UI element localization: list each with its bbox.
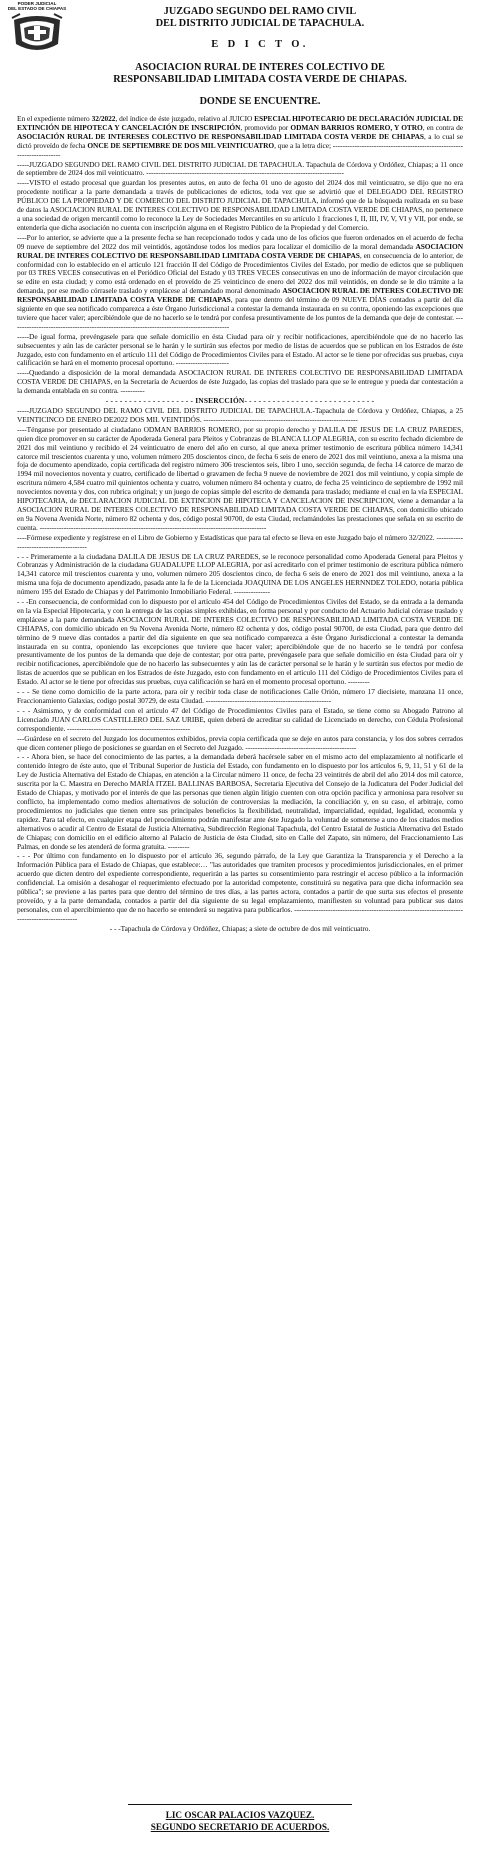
subject-heading	[70, 62, 450, 86]
court-header	[70, 6, 450, 30]
text-run: ----Ténganse por presentado al ciudadano ODMAN BARRIOS ROMERO, por su propio derecho y DALILA DE JESUS DE LA CRUZ PAREDES, quien dice promover en su carácter de Apoderada General para Pleitos y Cobranzas de BLANCA LLOP ALEGRIA, con su escrito fechado diciembre de 2021 dos mil veintiuno y recibido el 24 veinticuatro de enero del año en curso, al que anexa primer testimonio de escritura pública número 14,341 catorce mil trescientos cuarenta y uno, volumen número 205 doscientos cinco, de fecha 6 seis de enero de 2021 dos mil veintiuno, anexa a la misma una foja de documento apendizado, copia certificada del registro número 306 trescientos seis, libro I uno, sección segunda, de fecha 14 catorce de marzo de 1994 mil novecientos noventa y cuatro, certificado de libertad o gravamen de fecha 9 nueve de noviembre de 2021 dos mil veintiuno, y copia simple de escritura número 4,584 cuatro mil quinientos ochenta y cuatro, volumen número 84 ochenta y cuatro, de fecha 25 veinticinco de septiembre de 1992 mil novecientos noventa y dos, con rubrica original; y un juego de copias simple del escrito de demanda para traslado; mediante el cual en la vía ESPECIAL HIPOTECARIA, de DECLARACION JUDICIAL DE EXTINCION DE HIPOTECA Y CANCELACION DE INSCRIPCION, viene a demandar a la ASOCIACION RURAL DE INTERES COLECTIVO DE RESPONSABILIDAD LIMITADA COSTA VERDE DE CHIAPAS, con domicilio ubicado en 9a Novena Avenida Norte, número 82 ochenta y dos, código postal 90700, de esta Ciudad, reclamándoles las prestaciones que señala en su escrito de cuenta. ----------------------------------------------------------------------------------------------	[17, 424, 463, 532]
logo-caption-line1: PODER JUDICIAL	[17, 1, 57, 6]
body-paragraph	[17, 925, 463, 934]
bold-text-run: ESPECIAL HIPOTECARIO DE DECLARACIÓN JUDICIAL DE EXTINCIÓN DE HIPOTECA Y CANCELACIÓN DE INSCRIPCIÓN	[17, 114, 463, 132]
signer-title: SEGUNDO SECRETARIO DE ACUERDOS.	[150, 1822, 330, 1832]
text-run: , que a la letra dice; ------------------------------------------------------------------------	[17, 140, 464, 159]
body-paragraph	[17, 407, 463, 425]
body-paragraph	[17, 735, 463, 753]
body-paragraph	[17, 426, 463, 533]
text-run: - - - Ahora bien, se hace del conocimiento de las partes, a la demandada deberá hacérsele saber en el mismo acto del emplazamiento al notificarle el contenido íntegro de éste auto, que el Tribunal Superior de Justicia del Estado, con fundamento en lo dispuesto por los artículos 6, 9, 11, 51 y 61 de la Ley de Justicia Alternativa del Estado de Chiapas, en atención a la Circular número 11 once, de fecha 23 veintitrés de abril del año 2014 dos mil catorce, suscrita por la C. Maestra en Derecho MARÍA ITZEL BALLINAS BARBOSA, Secretaria Ejecutiva del Consejo de la Judicatura del Poder Judicial del Estado de Chiapas, y motivado por el interés de que las personas que tienen algún litigio cuenten con otra opción pacífica y armoniosa para resolver su conflicto, ha implementado como medios alternativos de solución de controversias la mediación, la conciliación y, en su caso, el arbitraje, como procedimientos no judiciales que tienen entre sus principales beneficios la flexibilidad, neutralidad, imparcialidad, equidad, legalidad, economía y rapidez. Para tal efecto, en cualquier etapa del procedimiento podrán manifestar ante éste Juzgado la voluntad de someterse a uno de los citados medios alternativos o acudir al Centro de Estatal de Justicia Alternativa, Subdirección Regional Tapachula, del Centro Estatal de Justicia Alternativa del Estado de Chiapas; con domicilio en el edificio alterno al Palacio de Justicia de ésta Ciudad, sito en Calle del Zapato, sin número, del Fraccionamiento Las Palmas, en donde se les atenderá de forma gratuita. ---------	[17, 752, 463, 851]
text-run: - - - Primeramente a la ciudadana DALILA DE JESUS DE LA CRUZ PAREDES, se le reconoce personalidad como Apoderada General para Pleitos y Cobranzas y Administración de la ciudadana GUADALUPE LLOP ALEGRIA, por así acreditarlo con el primer testimonio de escritura pública número 14,341 catorce mil trescientos cuarenta y uno, volumen número 205 doscientos cinco, de fecha 6 seis de enero de 2021 dos mil veintiuno, anexa a la misma una foja de documento apendizado, pasada ante la fe de la Licenciada JOAQUINA DE LOS ANGELES HERNNDEZ TOLEDO, notaria pública número 195 del Estado de Chiapas y del Patrimonio Inmobiliario Federal. ---------------	[17, 551, 463, 597]
text-run: - - - Asimismo, y de conformidad con el artículo 47 del Código de Procedimientos Civiles para el Estado, se tiene como su Abogado Patrono al Licenciado JUAN CARLOS CASTILLERO DEL SAZ URIBE, quien deberá de acreditar su calidad de Licenciado en derecho, con Cédula Profesional correspondiente. ---------------------------------------------------	[17, 705, 463, 733]
text-run: ----Por lo anterior, se advierte que a la presente fecha se han recepcionado todos y cada uno de los oficios que fueron ordenados en el acuerdo de fecha 09 nueve de septiembre del 2022 dos mil veintidós, agotándose todos los medios para localizar el domicilio de la moral demandada	[17, 232, 463, 251]
body-paragraph	[17, 179, 463, 232]
body-paragraph	[17, 234, 463, 332]
bold-text-run: ONCE DE SEPTIEMBRE DE DOS MIL VEINTICUATRO	[87, 140, 275, 150]
text-run: - - -En consecuencia, de conformidad con lo dispuesto por el artículo 454 del Código de Procedimientos Civiles del Estado, se da entrada a la demanda en la vía Especial Hipotecaria, y con la entrega de las copias simples exhibidas, en forma personal y por conducto del Actuario Judicial córrase traslado y emplácese a la parte demandada ASOCIACION RURAL DE INTERES COLECTIVO DE RESPONSABILIDAD LIMITADA COSTA VERDE DE CHIAPAS, con domicilio ubicado en 9a Novena Avenida Norte, número 82 ochenta y dos, código postal 90700, de esta Ciudad, para que dentro del término de 9 nueve días contados a partir del día siguiente en que sea notificado comparezca a éste Órgano Jurisdiccional a contestar la demanda instaurada en su contra, oponiendo las excepciones que tuviere que hacer valer; apercibiéndole que de no hacerlo se le tendrá por confesa presuntivamente de los puntos de la demanda que deje de contestar; por otra parte, prevéngasele para que señale domicilio en ésta Ciudad para oír y recibir notificaciones, apercibiéndole que de no hacerlo las subsecuentes y aún las de carácter personal se le harán y le surtirán sus efectos por medio de listas de acuerdos que se publican en los Estrados de éste Juzgado, esto con fundamento en el artículo 111 del Código de Procedimientos Civiles para el Estado. Al actor se le tiene por ofrecidas sus pruebas, cuya calificación se hará en el momento procesal oportuno. ---------	[17, 597, 463, 687]
body-paragraph	[17, 688, 463, 706]
text-run: ---Guárdese en el secreto del Juzgado los documentos exhibidos, previa copia certificada que se deje en autos para constancia, y los dos sobres cerrados que dicen contener pliego de posiciones se guardan en el Secreto del Juzgado. ----------------------------------------------	[17, 733, 463, 752]
edicto-heading: E D I C T O.	[211, 39, 309, 50]
text-run: - - - Por último con fundamento en lo dispuesto por el artículo 36, segundo párrafo, de la Ley que Garantiza la Transparencia y el Derecho a la Información Pública para el Estado de Chiapas, que establece:… "las autoridades que tramiten procesos y procedimientos jurisdiccionales, en el primer acuerdo que dicten dentro del expediente correspondiente, requerirán a las partes su consentimiento para restringir el acceso público a la información confidencial. La omisión a desahogar el requerimiento efectuado por la autoridad competente, constituirá su negativa para que dicha información sea pública"; se previene a las partes para que dentro del término de tres días, a las partes actora, contados a partir de que surta sus efectos el presente proveído, y a la parte demandada, contados a partir del día siguiente de su legal emplazamiento, manifiesten su voluntad para publicar sus datos personales, con el apercibimiento que de no hacerlo se entenderá su negativa para publicarlos. -----------------------------------------------------------------------------------------------	[17, 851, 463, 923]
text-run: -----JUZGADO SEGUNDO DEL RAMO CIVIL DEL DISTRITO JUDICIAL DE TAPACHULA.-Tapachula de Córdova y Ordóñez, Chiapas, a 25 VEINTICINCO DE ENERO DE2022 DOS MIL VEINTIDÓS. ----------------------------------------------------------------	[17, 406, 463, 424]
addressee-line: DONDE SE ENCUENTRE.	[199, 96, 321, 107]
text-run: , para que dentro del término de 09 NUEVE DÍAS contados a partir del día siguiente en que sea notificado comparezca a éste Órgano Jurisdiccional a contestar la demanda instaurada en su contra, oponiendo las excepciones que tuviere que hacer valer; apercibiéndole que de no hacerlo se le tendrá por confesa presuntivamente de los puntos de la demanda que deje de contestar. -------------------------------------------------------------------------------------------	[17, 295, 463, 331]
body-paragraph	[17, 161, 463, 179]
logo-caption-line2: DEL ESTADO DE CHIAPAS	[7, 6, 67, 11]
signature-line	[128, 1804, 352, 1805]
text-run: - - - - - - - - - - - - - - - - - - - INSERCCIÓN- - - - - - - - - - - - - - - - - - - - - - - - - - - -	[105, 396, 375, 406]
body-paragraph	[17, 598, 463, 687]
bold-text-run: ASOCIACION RURAL DE INTERES COLECTIVO DE RESPONSABILIDAD LIMITADA COSTA VERDE DE CHIAPAS	[17, 241, 463, 260]
text-run: , en consecuencia de lo anterior, de conformidad con lo establecido en el artículo 121 fracción II del Código de Procedimientos Civiles del Estado, por medio de edictos que se publiquen por 03 TRES VECES consecutivas en el Periódico Oficial del Estado y 03 TRES VECES consecutivas en uno de información de mayor circulación que se edite en esta ciudad; y como está ordenado en el proveído de 25 veinticinco de enero del 2022 dos mil veintidós, en donde se le dio trámite a la demanda, por ese medio córrasele traslado y emplácese al demandado moral denominado	[17, 250, 464, 296]
text-run: , del índice de éste juzgado, relativo al JUICIO	[115, 114, 255, 123]
text-run: , promovido por	[240, 122, 291, 132]
signer-name: LIC OSCAR PALACIOS VAZQUEZ.	[165, 1810, 315, 1820]
body-paragraph	[17, 115, 463, 160]
judicial-power-seal-icon	[8, 4, 66, 56]
body-paragraph	[17, 333, 463, 369]
body-paragraph	[17, 553, 463, 598]
subject-line2: RESPONSABILIDAD LIMITADA COSTA VERDE DE CHIAPAS.	[113, 74, 407, 85]
text-run: - - - Se tiene como domicilio de la parte actora, para oír y recibir toda clase de notificaciones Calle Orión, número 17 diecisiete, manzana 11 once, Fraccionamiento Galaxias, codigo postal 30729, de esta Ciudad. ----------------------------------------------------	[17, 687, 463, 705]
text-run: -----VISTO el estado procesal que guardan los presentes autos, en auto de fecha 01 uno de agosto del 2024 dos mil veinticuatro, se dijo que no era procedente notificar a la parte demandada a través de publicaciones de edictos, toda vez que se advirtió que el DELEGADO DEL REGISTRO PÚBLICO DE LA PROPIEDAD Y DE COMERCIO DEL DISTRITO JUDICIAL DE TAPACHULA, informó que de la búsqueda realizada en su base de datos la ASOCIACION RURAL DE INTERES COLECTIVO DE RESPONSABILIDAD LIMITADA COSTA VERDE DE CHIAPAS, no pertenece a una sociedad de origen mercantil como lo reconoce la Ley de Sociedades Mercantiles en su artículo 1 fracciones I, II, III, IV, V, VI y VII, por ende, se entendería que dicha asociación no cuenta con inscripción alguna en el Registro Público de la Propiedad y del Comercio.	[17, 178, 463, 232]
body-paragraph	[17, 707, 463, 734]
text-run: ----Fórmese expediente y regístrese en el Libro de Gobierno y Estadísticas que para tal efecto se lleva en este Juzgado bajo el número 32/2022. ----------------------------------------	[17, 532, 463, 551]
text-run: , a lo cual se dictó proveído de fecha	[17, 131, 463, 150]
bold-text-run: ASOCIACIÓN RURAL DE INTERESES COLECTIVO DE RESPONSABILIDAD LIMITADA COSTA VERDE DE CHIAPAS	[17, 131, 424, 141]
insercion-heading	[17, 397, 463, 406]
court-name-line2: DEL DISTRITO JUDICIAL DE TAPACHULA.	[155, 18, 365, 29]
subject-line1: ASOCIACION RURAL DE INTERES COLECTIVO DE	[135, 62, 385, 73]
text-run: En el expediente número	[17, 114, 92, 123]
bold-text-run: 32/2022	[91, 114, 116, 123]
text-run: - - -Tapachula de Córdova y Ordóñez, Chiapas; a siete de octubre de dos mil veinticuatro.	[109, 923, 371, 933]
text-run: , en contra de	[422, 122, 463, 132]
bold-text-run: ASOCIACION RURAL DE INTERES COLECTIVO DE RESPONSABILIDAD LIMITADA COSTA VERDE DE CHIAPAS	[17, 286, 463, 305]
body-paragraph	[17, 753, 463, 851]
body-paragraph	[17, 852, 463, 923]
body-paragraph	[17, 369, 463, 396]
text-run: -----De igual forma, prevéngasele para que señale domicilio en ésta Ciudad para oír y recibir notificaciones, apercibiéndole que de no hacerlo las subsecuentes y aún las de carácter personal se le harán y le surtirán sus efectos por medio de listas de acuerdos que se publican en los Estrados de éste Juzgado, esto con fundamento en el artículo 111 del Código de Procedimientos Civiles para el Estado. Al actor se le tiene por ofrecidas sus pruebas, cuya calificación se hará en el momento procesal oportuno. ----------------------	[17, 331, 463, 368]
text-run: -----Quedando a disposición de la moral demandada ASOCIACION RURAL DE INTERES COLECTIVO DE RESPONSABILIDAD LIMITADA COSTA VERDE DE CHIAPAS, en la Secretaría de Acuerdos de éste Juzgado, las copias del traslado para que se le entregue y pueda dar contestación a la demanda entablada en su contra. ----------	[17, 368, 463, 396]
text-run: -----JUZGADO SEGUNDO DEL RAMO CIVIL DEL DISTRITO JUDICIAL DE TAPACHULA. Tapachula de Córdova y Ordóñez, Chiapas; a 11 once de septiembre de 2024 dos mil veinticuatro. ----------------------------------------------------------------------------------	[17, 159, 463, 178]
body-paragraph	[17, 534, 463, 552]
court-name-line1: JUZGADO SEGUNDO DEL RAMO CIVIL	[163, 6, 357, 17]
edict-body	[17, 115, 463, 934]
bold-text-run: ODMAN BARRIOS ROMERO, Y OTRO	[290, 122, 423, 132]
